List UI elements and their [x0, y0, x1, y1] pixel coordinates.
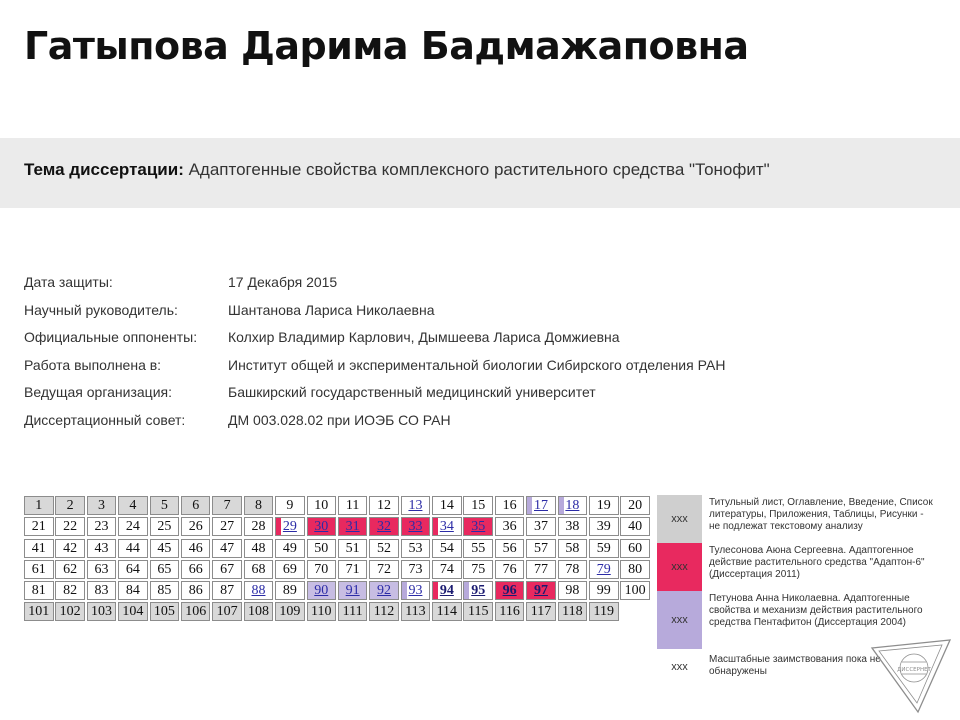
info-label: Официальные оппоненты:: [24, 329, 198, 345]
info-label: Научный руководитель:: [24, 301, 178, 318]
page-cell-100: 100: [620, 581, 650, 600]
page-cell-50: 50: [307, 539, 337, 558]
page-cell-64: 64: [118, 560, 148, 579]
page-grid-row: [24, 581, 652, 601]
page-cell-34[interactable]: 34: [432, 517, 462, 536]
page-cell-99: 99: [589, 581, 619, 600]
page-cell-36: 36: [495, 517, 525, 536]
page-cell-57: 57: [526, 539, 556, 558]
legend-swatch: xxx: [657, 495, 702, 543]
page-cell-115: 115: [463, 602, 493, 621]
page-cell-14: 14: [432, 496, 462, 515]
page-cell-82: 82: [55, 581, 85, 600]
page-cell-116: 116: [495, 602, 525, 621]
page-cell-28: 28: [244, 517, 274, 536]
page-cell-23: 23: [87, 517, 117, 536]
page-cell-39: 39: [589, 517, 619, 536]
page-cell-35[interactable]: 35: [463, 517, 493, 536]
page-cell-17[interactable]: 17: [526, 496, 556, 515]
page-cell-29[interactable]: 29: [275, 517, 305, 536]
page-cell-109: 109: [275, 602, 305, 621]
page-cell-78: 78: [558, 560, 588, 579]
page-cell-101: 101: [24, 602, 54, 621]
page-cell-8: 8: [244, 496, 274, 515]
legend-text: Тулесонова Аюна Сергеевна. Адаптогенное действие растительного средства "Адаптон-6" (Диссертация 2011): [709, 545, 925, 580]
legend-text: Петунова Анна Николаевна. Адаптогенные свойства и механизм действия растительного средства Пентафитон (Диссертация 2004): [709, 593, 923, 628]
page-cell-38: 38: [558, 517, 588, 536]
info-value: 17 Декабря 2015: [228, 274, 338, 290]
page-cell-51: 51: [338, 539, 368, 558]
page-cell-20: 20: [620, 496, 650, 515]
page-cell-113: 113: [401, 602, 431, 621]
page-cell-111: 111: [338, 602, 368, 621]
legend-swatch: xxx: [657, 649, 702, 685]
page-cell-86: 86: [181, 581, 211, 600]
page-cell-103: 103: [87, 602, 117, 621]
page-cell-63: 63: [87, 560, 117, 579]
topic-band: [0, 138, 960, 208]
page-cell-83: 83: [87, 581, 117, 600]
page-cell-79[interactable]: 79: [589, 560, 619, 579]
page-grid-row: [24, 602, 652, 622]
legend-item-source-1: [657, 543, 937, 591]
stamp-text: ДИССЕРНЕТ: [897, 667, 931, 673]
legend-swatch: xxx: [657, 543, 702, 591]
page-cell-117: 117: [526, 602, 556, 621]
page-cell-68: 68: [244, 560, 274, 579]
page-cell-60: 60: [620, 539, 650, 558]
page-mark-stripe: [433, 582, 438, 599]
page-cell-42: 42: [55, 539, 85, 558]
page-cell-43: 43: [87, 539, 117, 558]
page-cell-44: 44: [118, 539, 148, 558]
page-cell-18[interactable]: 18: [558, 496, 588, 515]
page-cell-16: 16: [495, 496, 525, 515]
page-cell-74: 74: [432, 560, 462, 579]
page-cell-89: 89: [275, 581, 305, 600]
info-value: ДМ 003.028.02 при ИОЭБ СО РАН: [228, 411, 451, 428]
page-cell-46: 46: [181, 539, 211, 558]
page-cell-32[interactable]: 32: [369, 517, 399, 536]
page-cell-52: 52: [369, 539, 399, 558]
page-cell-49: 49: [275, 539, 305, 558]
page-cell-53: 53: [401, 539, 431, 558]
page-cell-93[interactable]: 93: [401, 581, 431, 600]
page-cell-70: 70: [307, 560, 337, 579]
page-cell-92[interactable]: 92: [369, 581, 399, 600]
page-cell-58: 58: [558, 539, 588, 558]
page-cell-31[interactable]: 31: [338, 517, 368, 536]
page-mark-stripe: [433, 518, 438, 535]
page-cell-98: 98: [558, 581, 588, 600]
page-mark-stripe: [464, 582, 469, 599]
info-value: Институт общей и экспериментальной биологии Сибирского отделения РАН: [228, 356, 726, 373]
page-cell-85: 85: [150, 581, 180, 600]
page-cell-15: 15: [463, 496, 493, 515]
page-cell-27: 27: [212, 517, 242, 536]
topic-text: Адаптогенные свойства комплексного растительного средства "Тонофит": [188, 160, 770, 179]
page-cell-112: 112: [369, 602, 399, 621]
dissertation-topic: [24, 160, 770, 180]
page-cell-66: 66: [181, 560, 211, 579]
page-cell-45: 45: [150, 539, 180, 558]
page-cell-71: 71: [338, 560, 368, 579]
page-cell-104: 104: [118, 602, 148, 621]
page-cell-114: 114: [432, 602, 462, 621]
page-cell-48: 48: [244, 539, 274, 558]
page-cell-96[interactable]: 96: [495, 581, 525, 600]
page-cell-65: 65: [150, 560, 180, 579]
page-cell-41: 41: [24, 539, 54, 558]
page-cell-95[interactable]: 95: [463, 581, 493, 600]
page-cell-56: 56: [495, 539, 525, 558]
page-cell-107: 107: [212, 602, 242, 621]
page-cell-26: 26: [181, 517, 211, 536]
page-cell-25: 25: [150, 517, 180, 536]
page-cell-19: 19: [589, 496, 619, 515]
page-cell-1: 1: [24, 496, 54, 515]
page-cell-2: 2: [55, 496, 85, 515]
info-value: Башкирский государственный медицинский университет: [228, 384, 596, 400]
page-cell-12: 12: [369, 496, 399, 515]
page-cell-5: 5: [150, 496, 180, 515]
page-cell-3: 3: [87, 496, 117, 515]
page-cell-21: 21: [24, 517, 54, 536]
page-cell-4: 4: [118, 496, 148, 515]
page-mark-stripe: [402, 582, 407, 599]
page-grid-row: [24, 560, 652, 580]
info-label: Работа выполнена в:: [24, 356, 162, 373]
page-cell-91[interactable]: 91: [338, 581, 368, 600]
page-cell-88[interactable]: 88: [244, 581, 274, 600]
legend-text: Масштабные заимствования пока не обнаружены: [709, 654, 881, 677]
page-cell-72: 72: [369, 560, 399, 579]
info-value: Шантанова Лариса Николаевна: [228, 301, 435, 318]
page-cell-118: 118: [558, 602, 588, 621]
page-cell-84: 84: [118, 581, 148, 600]
page-cell-33[interactable]: 33: [401, 517, 431, 536]
page-cell-77: 77: [526, 560, 556, 579]
page-mark-stripe: [527, 497, 532, 514]
legend-text: Титульный лист, Оглавление, Введение, Список литературы, Приложения, Таблицы, Рисунки - не подлежат текстовому анализу: [709, 497, 933, 532]
legend-item-excluded: [657, 495, 937, 543]
page-cell-40: 40: [620, 517, 650, 536]
page-cell-73: 73: [401, 560, 431, 579]
info-label: Диссертационный совет:: [24, 411, 186, 428]
page-cell-37: 37: [526, 517, 556, 536]
page-cell-97[interactable]: 97: [526, 581, 556, 600]
page-cell-90[interactable]: 90: [307, 581, 337, 600]
page-cell-55: 55: [463, 539, 493, 558]
page-cell-9: 9: [275, 496, 305, 515]
page-cell-6: 6: [181, 496, 211, 515]
certification-stamp-icon: [868, 636, 954, 716]
topic-label: Тема диссертации:: [24, 160, 184, 179]
info-label: Ведущая организация:: [24, 384, 172, 400]
page-cell-13[interactable]: 13: [401, 496, 431, 515]
page-grid-row: [24, 539, 652, 559]
page-cell-7: 7: [212, 496, 242, 515]
page-grid-row: [24, 517, 652, 537]
page-cell-62: 62: [55, 560, 85, 579]
page-cell-94[interactable]: 94: [432, 581, 462, 600]
page-mark-stripe: [276, 518, 281, 535]
page-cell-119: 119: [589, 602, 619, 621]
legend-swatch: xxx: [657, 591, 702, 649]
page-cell-110: 110: [307, 602, 337, 621]
page-cell-108: 108: [244, 602, 274, 621]
page-cell-106: 106: [181, 602, 211, 621]
page-cell-11: 11: [338, 496, 368, 515]
page-mark-stripe: [559, 497, 564, 514]
page-cell-81: 81: [24, 581, 54, 600]
page-cell-47: 47: [212, 539, 242, 558]
page-cell-61: 61: [24, 560, 54, 579]
page-cell-80: 80: [620, 560, 650, 579]
page-cell-22: 22: [55, 517, 85, 536]
page-cell-59: 59: [589, 539, 619, 558]
page-cell-75: 75: [463, 560, 493, 579]
page-cell-10: 10: [307, 496, 337, 515]
page-cell-105: 105: [150, 602, 180, 621]
page-grid-row: [24, 496, 652, 516]
page-cell-24: 24: [118, 517, 148, 536]
page-cell-30[interactable]: 30: [307, 517, 337, 536]
page-cell-67: 67: [212, 560, 242, 579]
page-cell-69: 69: [275, 560, 305, 579]
page-grid: [24, 496, 652, 624]
page-cell-76: 76: [495, 560, 525, 579]
info-label: Дата защиты:: [24, 274, 113, 290]
page-cell-102: 102: [55, 602, 85, 621]
page-cell-87: 87: [212, 581, 242, 600]
page-title: Гатыпова Дарима Бадмажаповна: [24, 24, 749, 68]
info-value: Колхир Владимир Карлович, Дымшеева Лариса Домжиевна: [228, 329, 620, 345]
page-cell-54: 54: [432, 539, 462, 558]
